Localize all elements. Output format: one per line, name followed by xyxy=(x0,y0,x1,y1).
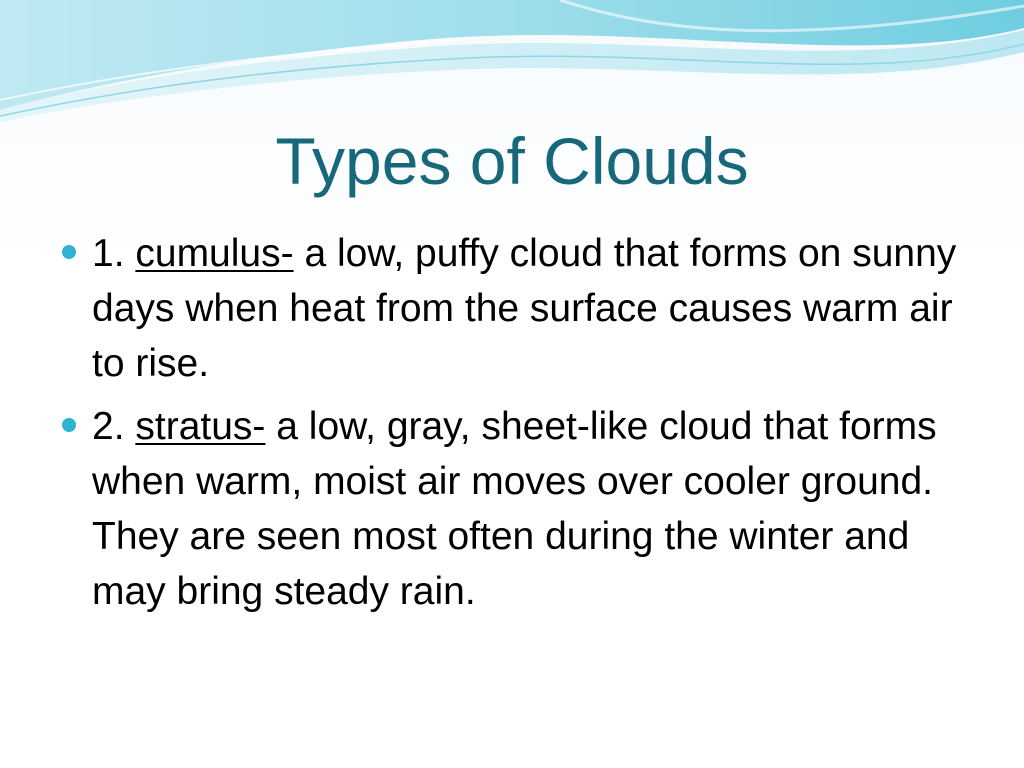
bullet-list xyxy=(62,226,982,627)
circle-bullet-icon xyxy=(62,418,76,432)
bullet-term: cumulus- xyxy=(135,232,294,275)
bullet-item-stratus xyxy=(62,399,982,619)
bullet-description: a low, puffy cloud that forms on sunny days when heat from the surface causes warm air to rise. xyxy=(92,232,957,385)
bullet-item-cumulus xyxy=(62,226,982,391)
bullet-description: a low, gray, sheet-like cloud that forms when warm, moist air moves over cooler ground. They are seen most often during the winter and may bring steady rain. xyxy=(92,405,937,613)
bullet-term: stratus- xyxy=(135,405,266,448)
slide-title: Types of Clouds xyxy=(275,124,749,198)
bullet-number: 1. xyxy=(92,232,125,275)
header-wave-decoration xyxy=(0,0,1024,130)
circle-bullet-icon xyxy=(62,245,76,259)
bullet-number: 2. xyxy=(92,405,125,448)
